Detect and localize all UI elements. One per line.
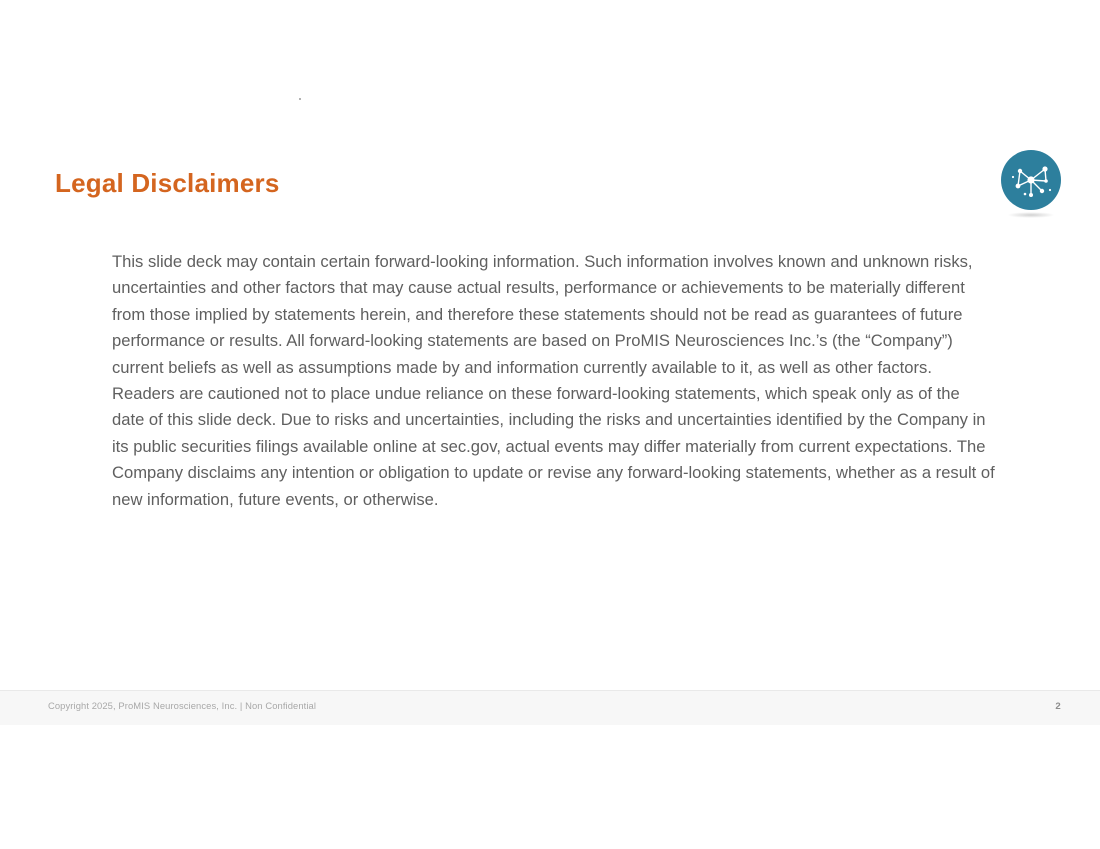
promis-neurosciences-logo-icon: [1001, 150, 1061, 210]
logo-shadow: [1007, 212, 1055, 218]
disclaimer-paragraph: This slide deck may contain certain forward-looking information. Such information involves known and unknown risks, uncertainties and other factors that may cause actual results, performance or achievements to be materially different from those implied by statements herein, and therefore these statements should not be read as guarantees of future performance or results. All forward-looking statements are based on ProMIS Neurosciences Inc.’s (the “Company”) current beliefs as well as assumptions made by and information currently available to it, as well as other factors. Readers are cautioned not to place undue reliance on these forward-looking statements, which speak only as of the date of this slide deck. Due to risks and uncertainties, including the risks and uncertainties identified by the Company in its public securities filings available online at sec.gov, actual events may differ materially from current expectations. The Company disclaims any intention or obligation to update or revise any forward-looking statements, whether as a result of new information, future events, or otherwise.: [112, 252, 995, 509]
page-title: Legal Disclaimers: [55, 168, 280, 198]
logo: [1001, 150, 1063, 220]
footer-page-number: 2: [1055, 701, 1061, 712]
stray-dot-mark: [299, 98, 301, 100]
footer-copyright: Copyright 2025, ProMIS Neurosciences, Inc. | Non Confidential: [48, 700, 317, 711]
